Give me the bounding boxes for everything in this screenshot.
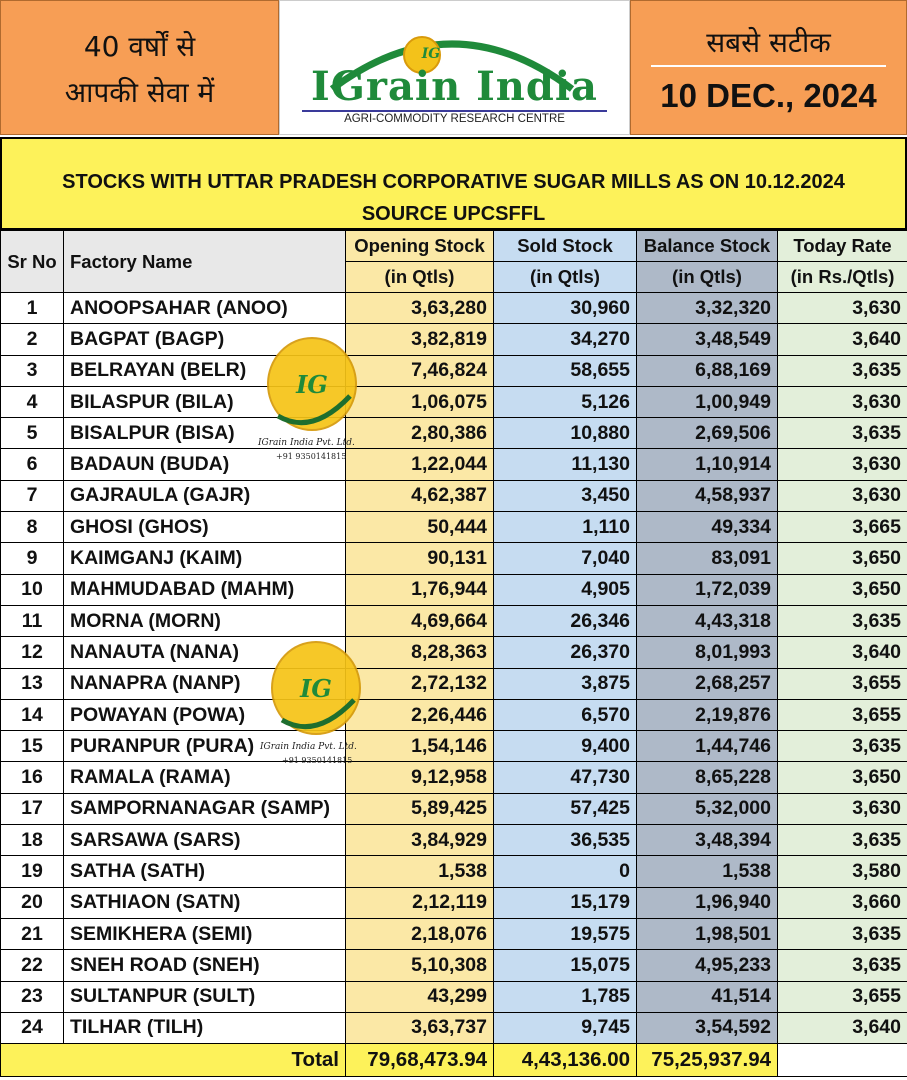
cell-sr-no: 14 (1, 699, 64, 730)
cell-balance-stock: 3,48,549 (637, 324, 778, 355)
date-divider (651, 65, 886, 67)
cell-sr-no: 18 (1, 825, 64, 856)
slogan-line-1: 40 वर्षों से (83, 30, 196, 63)
cell-factory-name: RAMALA (RAMA) (64, 762, 346, 793)
report-date: 10 DEC., 2024 (660, 77, 877, 114)
cell-opening-stock: 1,538 (346, 856, 494, 887)
cell-sr-no: 11 (1, 605, 64, 636)
cell-today-rate: 3,630 (778, 386, 907, 417)
sugar-stock-table (0, 230, 907, 1077)
watermark-phone-2: +91 9350141815 (282, 756, 353, 765)
cell-factory-name: GAJRAULA (GAJR) (64, 480, 346, 511)
watermark-company-2: IGrain India Pvt. Ltd. (260, 742, 357, 752)
cell-today-rate: 3,635 (778, 605, 907, 636)
col-header-balance: Balance Stock (637, 231, 778, 262)
table-row (1, 981, 907, 1012)
table-row (1, 386, 907, 417)
table-row (1, 605, 907, 636)
cell-opening-stock: 5,89,425 (346, 793, 494, 824)
cell-factory-name: NANAUTA (NANA) (64, 637, 346, 668)
table-header (1, 231, 907, 293)
cell-factory-name: SARSAWA (SARS) (64, 825, 346, 856)
cell-sold-stock: 15,075 (494, 950, 637, 981)
cell-opening-stock: 2,26,446 (346, 699, 494, 730)
brand-name: IGrain India (311, 63, 598, 110)
cell-today-rate: 3,635 (778, 418, 907, 449)
table-row (1, 887, 907, 918)
cell-balance-stock: 41,514 (637, 981, 778, 1012)
cell-sold-stock: 7,040 (494, 543, 637, 574)
cell-sr-no: 3 (1, 355, 64, 386)
table-row (1, 856, 907, 887)
cell-factory-name: SULTANPUR (SULT) (64, 981, 346, 1012)
cell-balance-stock: 4,43,318 (637, 605, 778, 636)
cell-factory-name: POWAYAN (POWA) (64, 699, 346, 730)
cell-opening-stock: 3,84,929 (346, 825, 494, 856)
cell-sold-stock: 0 (494, 856, 637, 887)
cell-today-rate: 3,650 (778, 543, 907, 574)
cell-sold-stock: 1,110 (494, 512, 637, 543)
logo-divider (302, 110, 607, 112)
cell-today-rate: 3,655 (778, 668, 907, 699)
table-row (1, 418, 907, 449)
cell-today-rate: 3,635 (778, 731, 907, 762)
total-balance: 75,25,937.94 (637, 1044, 778, 1077)
cell-sr-no: 5 (1, 418, 64, 449)
cell-balance-stock: 1,10,914 (637, 449, 778, 480)
table-row (1, 574, 907, 605)
cell-balance-stock: 5,32,000 (637, 793, 778, 824)
cell-sold-stock: 10,880 (494, 418, 637, 449)
cell-opening-stock: 3,63,737 (346, 1012, 494, 1043)
cell-balance-stock: 1,96,940 (637, 887, 778, 918)
cell-sold-stock: 30,960 (494, 293, 637, 324)
cell-sr-no: 2 (1, 324, 64, 355)
cell-factory-name: KAIMGANJ (KAIM) (64, 543, 346, 574)
cell-balance-stock: 4,95,233 (637, 950, 778, 981)
watermark-logo-2 (270, 640, 362, 740)
cell-opening-stock: 2,72,132 (346, 668, 494, 699)
cell-today-rate: 3,635 (778, 355, 907, 386)
cell-factory-name: MAHMUDABAD (MAHM) (64, 574, 346, 605)
cell-factory-name: BAGPAT (BAGP) (64, 324, 346, 355)
cell-opening-stock: 1,76,944 (346, 574, 494, 605)
cell-today-rate: 3,630 (778, 793, 907, 824)
cell-today-rate: 3,580 (778, 856, 907, 887)
cell-sr-no: 17 (1, 793, 64, 824)
cell-opening-stock: 4,69,664 (346, 605, 494, 636)
table-row (1, 512, 907, 543)
cell-sold-stock: 4,905 (494, 574, 637, 605)
cell-factory-name: BADAUN (BUDA) (64, 449, 346, 480)
table-row (1, 731, 907, 762)
cell-opening-stock: 2,12,119 (346, 887, 494, 918)
table-row (1, 543, 907, 574)
cell-opening-stock: 4,62,387 (346, 480, 494, 511)
col-header-opening: Opening Stock (346, 231, 494, 262)
cell-sold-stock: 36,535 (494, 825, 637, 856)
total-sold: 4,43,136.00 (494, 1044, 637, 1077)
cell-sr-no: 8 (1, 512, 64, 543)
slogan-line-2: आपकी सेवा में (64, 76, 215, 109)
cell-opening-stock: 2,18,076 (346, 918, 494, 949)
brand-tagline: AGRI-COMMODITY RESEARCH CENTRE (344, 113, 565, 125)
total-row (1, 1044, 907, 1077)
brand-logo (279, 0, 630, 135)
col-unit-balance: (in Qtls) (637, 262, 778, 293)
cell-sold-stock: 9,400 (494, 731, 637, 762)
cell-sold-stock: 19,575 (494, 918, 637, 949)
cell-sold-stock: 6,570 (494, 699, 637, 730)
cell-sold-stock: 34,270 (494, 324, 637, 355)
table-row (1, 825, 907, 856)
cell-today-rate: 3,635 (778, 825, 907, 856)
cell-sr-no: 12 (1, 637, 64, 668)
cell-opening-stock: 8,28,363 (346, 637, 494, 668)
cell-balance-stock: 1,98,501 (637, 918, 778, 949)
date-box (630, 0, 907, 135)
cell-opening-stock: 3,63,280 (346, 293, 494, 324)
cell-sold-stock: 58,655 (494, 355, 637, 386)
col-header-sold: Sold Stock (494, 231, 637, 262)
col-header-rate: Today Rate (778, 231, 907, 262)
cell-opening-stock: 3,82,819 (346, 324, 494, 355)
cell-balance-stock: 8,65,228 (637, 762, 778, 793)
cell-balance-stock: 4,58,937 (637, 480, 778, 511)
cell-sr-no: 15 (1, 731, 64, 762)
cell-factory-name: MORNA (MORN) (64, 605, 346, 636)
cell-today-rate: 3,640 (778, 1012, 907, 1043)
table-row (1, 950, 907, 981)
cell-opening-stock: 1,54,146 (346, 731, 494, 762)
cell-sr-no: 7 (1, 480, 64, 511)
watermark-company-1: IGrain India Pvt. Ltd. (258, 438, 355, 448)
cell-balance-stock: 1,00,949 (637, 386, 778, 417)
cell-opening-stock: 9,12,958 (346, 762, 494, 793)
cell-today-rate: 3,650 (778, 574, 907, 605)
cell-today-rate: 3,650 (778, 762, 907, 793)
table-row (1, 449, 907, 480)
cell-sr-no: 13 (1, 668, 64, 699)
cell-balance-stock: 3,54,592 (637, 1012, 778, 1043)
total-opening: 79,68,473.94 (346, 1044, 494, 1077)
cell-opening-stock: 5,10,308 (346, 950, 494, 981)
cell-today-rate: 3,655 (778, 981, 907, 1012)
cell-factory-name: NANAPRA (NANP) (64, 668, 346, 699)
cell-sold-stock: 3,450 (494, 480, 637, 511)
cell-factory-name: ANOOPSAHAR (ANOO) (64, 293, 346, 324)
cell-sr-no: 20 (1, 887, 64, 918)
cell-sold-stock: 15,179 (494, 887, 637, 918)
cell-sold-stock: 26,346 (494, 605, 637, 636)
cell-factory-name: SATHIAON (SATN) (64, 887, 346, 918)
cell-balance-stock: 2,69,506 (637, 418, 778, 449)
table-row (1, 355, 907, 386)
cell-today-rate: 3,630 (778, 293, 907, 324)
col-header-sr-no: Sr No (1, 231, 64, 293)
cell-factory-name: BILASPUR (BILA) (64, 386, 346, 417)
cell-today-rate: 3,635 (778, 950, 907, 981)
cell-today-rate: 3,640 (778, 637, 907, 668)
cell-opening-stock: 90,131 (346, 543, 494, 574)
cell-sold-stock: 1,785 (494, 981, 637, 1012)
cell-factory-name: BELRAYAN (BELR) (64, 355, 346, 386)
cell-sr-no: 6 (1, 449, 64, 480)
cell-sold-stock: 47,730 (494, 762, 637, 793)
cell-sold-stock: 9,745 (494, 1012, 637, 1043)
report-title: STOCKS WITH UTTAR PRADESH CORPORATIVE SUGAR MILLS AS ON 10.12.2024 (62, 171, 845, 193)
cell-balance-stock: 1,44,746 (637, 731, 778, 762)
table-row (1, 918, 907, 949)
cell-today-rate: 3,630 (778, 480, 907, 511)
cell-sold-stock: 3,875 (494, 668, 637, 699)
cell-sold-stock: 5,126 (494, 386, 637, 417)
cell-balance-stock: 3,48,394 (637, 825, 778, 856)
cell-opening-stock: 1,22,044 (346, 449, 494, 480)
cell-sr-no: 16 (1, 762, 64, 793)
cell-factory-name: BISALPUR (BISA) (64, 418, 346, 449)
cell-opening-stock: 43,299 (346, 981, 494, 1012)
cell-opening-stock: 50,444 (346, 512, 494, 543)
cell-balance-stock: 49,334 (637, 512, 778, 543)
cell-sr-no: 21 (1, 918, 64, 949)
col-unit-sold: (in Qtls) (494, 262, 637, 293)
cell-balance-stock: 2,19,876 (637, 699, 778, 730)
watermark-badge-2: IG (300, 674, 332, 703)
cell-sold-stock: 11,130 (494, 449, 637, 480)
cell-factory-name: SNEH ROAD (SNEH) (64, 950, 346, 981)
cell-today-rate: 3,655 (778, 699, 907, 730)
cell-sr-no: 19 (1, 856, 64, 887)
cell-factory-name: PURANPUR (PURA) (64, 731, 346, 762)
col-header-factory: Factory Name (64, 231, 346, 293)
cell-balance-stock: 3,32,320 (637, 293, 778, 324)
table-row (1, 293, 907, 324)
slogan-box (0, 0, 279, 135)
cell-factory-name: SATHA (SATH) (64, 856, 346, 887)
cell-sold-stock: 26,370 (494, 637, 637, 668)
cell-today-rate: 3,635 (778, 918, 907, 949)
watermark-badge-1: IG (296, 370, 328, 399)
table-row (1, 793, 907, 824)
cell-opening-stock: 2,80,386 (346, 418, 494, 449)
cell-factory-name: SEMIKHERA (SEMI) (64, 918, 346, 949)
table-row (1, 637, 907, 668)
cell-today-rate: 3,640 (778, 324, 907, 355)
title-band (0, 137, 907, 230)
cell-today-rate: 3,660 (778, 887, 907, 918)
cell-sold-stock: 57,425 (494, 793, 637, 824)
accuracy-text: सबसे सटीक (706, 26, 831, 59)
table-row (1, 480, 907, 511)
cell-today-rate: 3,630 (778, 449, 907, 480)
table-body (1, 293, 907, 1044)
header (0, 0, 907, 137)
table-row (1, 324, 907, 355)
logo-badge: IG (421, 46, 441, 62)
cell-today-rate: 3,665 (778, 512, 907, 543)
cell-balance-stock: 8,01,993 (637, 637, 778, 668)
cell-balance-stock: 2,68,257 (637, 668, 778, 699)
table-row (1, 762, 907, 793)
cell-sr-no: 1 (1, 293, 64, 324)
cell-sr-no: 10 (1, 574, 64, 605)
cell-sr-no: 9 (1, 543, 64, 574)
cell-sr-no: 4 (1, 386, 64, 417)
report-source: SOURCE UPCSFFL (361, 203, 546, 225)
col-unit-opening: (in Qtls) (346, 262, 494, 293)
cell-factory-name: TILHAR (TILH) (64, 1012, 346, 1043)
table-row (1, 1012, 907, 1043)
cell-sr-no: 24 (1, 1012, 64, 1043)
cell-opening-stock: 1,06,075 (346, 386, 494, 417)
table-row (1, 668, 907, 699)
cell-balance-stock: 1,538 (637, 856, 778, 887)
cell-factory-name: SAMPORNANAGAR (SAMP) (64, 793, 346, 824)
col-unit-rate: (in Rs./Qtls) (778, 262, 907, 293)
table-row (1, 699, 907, 730)
cell-balance-stock: 6,88,169 (637, 355, 778, 386)
watermark-phone-1: +91 9350141815 (276, 452, 347, 461)
total-label: Total (1, 1044, 346, 1077)
watermark-logo-1 (266, 336, 358, 436)
cell-opening-stock: 7,46,824 (346, 355, 494, 386)
cell-factory-name: GHOSI (GHOS) (64, 512, 346, 543)
total-rate-blank (778, 1044, 907, 1077)
cell-balance-stock: 1,72,039 (637, 574, 778, 605)
cell-sr-no: 23 (1, 981, 64, 1012)
cell-sr-no: 22 (1, 950, 64, 981)
cell-balance-stock: 83,091 (637, 543, 778, 574)
